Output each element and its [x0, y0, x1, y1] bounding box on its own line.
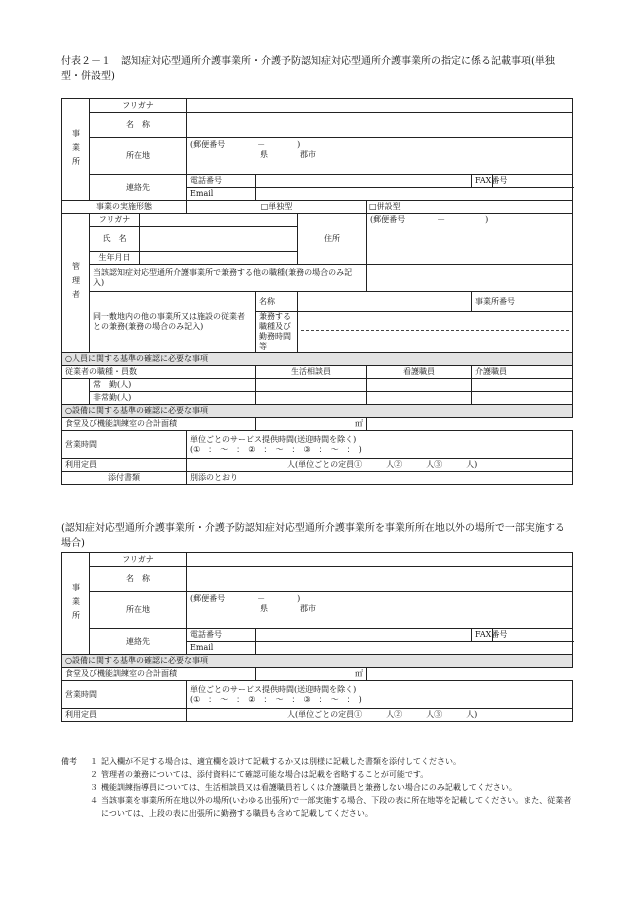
fulltime-caregiver-field[interactable]: [472, 379, 573, 392]
branch-sqm-unit: ㎡: [355, 669, 364, 678]
site-duty-label: 同一敷地内の他の事業所又は施設の従業者との兼務(兼務の場合のみ記入): [90, 292, 256, 353]
hours-field[interactable]: [187, 431, 573, 459]
notes-section: [61, 755, 573, 820]
capacity-field[interactable]: 人(単位ごとの定員① 人② 人③ 人): [187, 459, 573, 472]
address-field[interactable]: [187, 138, 573, 175]
col-caregiver: 介護職員: [472, 366, 573, 379]
furigana-label: フリガナ: [90, 99, 187, 113]
staff-count-label: 従業者の職種・員数: [62, 366, 256, 379]
branch-email-label: Email: [187, 642, 256, 655]
branch-address-label: 所在地: [90, 592, 187, 629]
office-number-label: 事業所番号: [472, 292, 573, 312]
site-name-field[interactable]: [298, 292, 472, 312]
site-name-label: 名称: [256, 292, 298, 312]
parttime-label: 非常勤(人): [90, 392, 256, 405]
prefecture-text: 県: [260, 150, 269, 159]
branch-name-field[interactable]: [187, 567, 573, 592]
manager-label: 管理者: [62, 214, 90, 353]
col-nurse: 看護職員: [367, 366, 472, 379]
main-form-table: [61, 98, 573, 485]
city-text: 郡市: [300, 150, 317, 159]
jigyosho-label: 事業所: [62, 99, 90, 201]
other-duty-label: 当該認知症対応型通所介護事業所で兼務する他の職種(兼務の場合のみ記入): [90, 265, 367, 292]
name-field[interactable]: [187, 113, 573, 138]
other-duty-field[interactable]: [367, 265, 573, 292]
email-label: Email: [187, 188, 256, 201]
form-title: 付表２－１ 認知症対応型通所介護事業所・介護予防認知症対応型通所介護事業所の指定に係る記載事項(単独型・併設型): [61, 56, 555, 82]
fulltime-counselor-field[interactable]: [256, 379, 367, 392]
col-counselor: 生活相談員: [256, 366, 367, 379]
parttime-nurse-field[interactable]: [367, 392, 472, 405]
dining-area-label: 食堂及び機能訓練室の合計面積: [62, 418, 256, 431]
manager-furigana-label: フリガナ: [90, 214, 140, 227]
duty-hours-label: 兼務する職種及び勤務時間等: [256, 312, 298, 353]
time-slots-text: (① ： ～ ： ② ： ～ ： ③ ： ～ ： ): [190, 444, 362, 454]
service-time-text: 単位ごとのサービス提供時間(送迎時間を除く): [190, 434, 357, 444]
duty-hours-field[interactable]: [298, 312, 573, 353]
manager-address-field[interactable]: [367, 214, 573, 265]
attachments-value: 別添のとおり: [187, 472, 573, 485]
branch-time-slots-text: (① ： ～ ： ② ： ～ ： ③ ： ～ ： ): [190, 694, 362, 704]
branch-phone-field[interactable]: [256, 629, 472, 642]
branch-form-table: [61, 552, 573, 722]
fulltime-nurse-field[interactable]: [367, 379, 472, 392]
note-item: ２ 管理者の兼務については、添付資料にて確認可能な場合は記載を省略することが可能です。: [90, 770, 429, 779]
fax-label: FAX番号: [472, 175, 493, 188]
fulltime-label: 常 勤(人): [90, 379, 256, 392]
branch-service-time-text: 単位ごとのサービス提供時間(送迎時間を除く): [190, 684, 357, 694]
manager-name-field[interactable]: [140, 227, 298, 252]
manager-furigana-field[interactable]: [140, 214, 298, 227]
furigana-field[interactable]: [187, 99, 573, 113]
dashed-divider: [301, 320, 569, 331]
email-field[interactable]: [256, 188, 573, 201]
branch-city-text: 郡市: [300, 604, 317, 613]
dining-area-field[interactable]: [256, 418, 367, 431]
branch-address-field[interactable]: [187, 592, 573, 629]
branch-dining-area-label: 食堂及び機能訓練室の合計面積: [62, 668, 256, 681]
branch-furigana-label: フリガナ: [90, 553, 187, 567]
branch-dining-area-field[interactable]: [256, 668, 367, 681]
business-type-label: 事業の実施形態: [62, 201, 187, 214]
birthdate-label: 生年月日: [90, 252, 140, 265]
staffing-section-header: ○人員に関する基準の確認に必要な事項: [62, 353, 573, 366]
branch-jigyosho-label: 事業所: [62, 553, 90, 655]
phone-field[interactable]: [256, 175, 472, 188]
branch-furigana-field[interactable]: [187, 553, 573, 567]
sqm-unit: ㎡: [355, 419, 364, 428]
note-item: 備考 １ 記入欄が不足する場合は、適宜欄を設けて記載するか又は別様に記載した書類を添付してください。: [61, 757, 461, 766]
attachments-label: 添付書類: [62, 472, 187, 485]
branch-facility-section-header: ○設備に関する基準の確認に必要な事項: [62, 655, 573, 668]
facility-section-header: ○設備に関する基準の確認に必要な事項: [62, 405, 573, 418]
note-item: ４ 当該事業を事業所所在地以外の場所(いわゆる出張所)で一部実施する場合、下段の表に所在地等を記載してください。また、従業者については、上段の表に出張所に勤務する職員も含めて記載してください。: [90, 796, 572, 818]
section-2-title: (認知症対応型通所介護事業所・介護予防認知症対応型通所介護事業所を事業所所在地以外の場所で一部実施する場合): [61, 523, 565, 549]
parttime-caregiver-field[interactable]: [472, 392, 573, 405]
phone-label: 電話番号: [187, 175, 256, 188]
manager-postal-code-text: (郵便番号 － ): [370, 215, 489, 224]
address-label: 所在地: [90, 138, 187, 175]
branch-fax-label: FAX番号: [472, 629, 493, 642]
capacity-label: 利用定員: [62, 459, 187, 472]
branch-email-field[interactable]: [256, 642, 573, 655]
type-standalone-checkbox[interactable]: □単独型: [187, 201, 367, 214]
parttime-counselor-field[interactable]: [256, 392, 367, 405]
hours-label: 営業時間: [62, 431, 187, 459]
birthdate-field[interactable]: [140, 252, 298, 265]
note-item: ３ 機能訓練指導員については、生活相談員又は看護職員若しくは介護職員と兼務しない場合にのみ記載してください。: [90, 783, 517, 792]
branch-contact-label: 連絡先: [90, 629, 187, 655]
contact-label: 連絡先: [90, 175, 187, 201]
postal-code-text: (郵便番号 － ): [190, 140, 301, 149]
branch-hours-field[interactable]: [187, 681, 573, 709]
manager-name-label: 氏 名: [90, 227, 140, 252]
type-combined-checkbox[interactable]: □併設型: [367, 201, 573, 214]
name-label: 名 称: [90, 113, 187, 138]
branch-phone-label: 電話番号: [187, 629, 256, 642]
manager-address-label: 住所: [298, 214, 367, 265]
branch-name-label: 名 称: [90, 567, 187, 592]
branch-capacity-label: 利用定員: [62, 709, 187, 722]
branch-postal-code-text: (郵便番号 － ): [190, 594, 301, 603]
branch-prefecture-text: 県: [260, 604, 269, 613]
branch-capacity-field[interactable]: 人(単位ごとの定員① 人② 人③ 人): [187, 709, 573, 722]
branch-hours-label: 営業時間: [62, 681, 187, 709]
